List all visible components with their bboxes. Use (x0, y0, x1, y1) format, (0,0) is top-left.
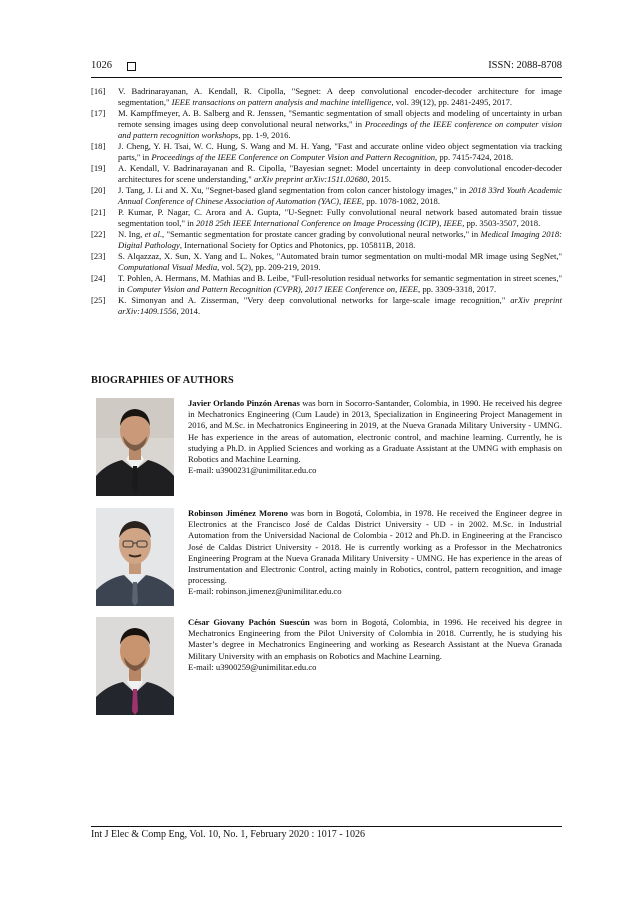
bio-text: César Giovany Pachón Suescún was born in Bogotá, Colombia, in 1996. He received his degree in Mechatronics Engineering from the Pilot University of Colombia in 2018. Currently, he is studying his Master’s degree in Mechatronics Engineering and working as Research Assistant at the Nueva Granada Military University with an emphasis on Robotics and Machine Learning. E-mail: u3900259@unimilitar.edu.co (188, 617, 562, 672)
reference-item: [22] N. Ing, et al., "Semantic segmentation for prostate cancer grading by convolutional neural networks," in Medical Imaging 2018: Digital Pathology, International Society for Optics and Photonics, pp. 105811B, 2018. (91, 229, 562, 250)
square-icon (127, 62, 136, 71)
author-email: E-mail: u3900231@unimilitar.edu.co (188, 465, 317, 476)
reference-item: [21] P. Kumar, P. Nagar, C. Arora and A. Gupta, "U-Segnet: Fully convolutional neural network based automated brain tissue segmentation tool," in 2018 25th IEEE International Conference on Image Processing (ICIP), IEEE, pp. 3503-3507, 2018. (91, 207, 562, 228)
reference-item: [20] J. Tang, J. Li and X. Xu, "Segnet-based gland segmentation from colon cancer histology images," in 2018 33rd Youth Academic Annual Conference of Chinese Association of Automation (YAC), IEEE, pp. 1078-1082, 2018. (91, 185, 562, 206)
reference-list (91, 86, 562, 317)
author-bio (91, 617, 562, 717)
section-heading: BIOGRAPHIES OF AUTHORS (91, 375, 234, 386)
page-header (91, 60, 562, 76)
page-number: 1026 (91, 60, 112, 71)
author-email: E-mail: u3900259@unimilitar.edu.co (188, 661, 317, 672)
page-footer: Int J Elec & Comp Eng, Vol. 10, No. 1, February 2020 : 1017 - 1026 (91, 829, 366, 840)
bio-text: Javier Orlando Pinzón Arenas was born in Socorro-Santander, Colombia, in 1990. He received his degree in Mechatronics Engineering (Cum Laude) in 2013, Specialization in Engineering Project Management in 2016, and M.Sc. in Mechatronics Engineering in 2019, at the Nueva Granada Military University - UMNG. He has experience in the areas of automation, electronic control, and machine learning. Currently, he is studying a Ph.D. in Applied Sciences and working as a Graduate Assistant at the UMNG with emphasis on Robotics and Machine Learning. E-mail: u3900231@unimilitar.edu.co (188, 398, 562, 476)
author-name: César Giovany Pachón Suescún (188, 617, 310, 627)
header-divider (91, 77, 562, 78)
reference-item: [23] S. Alqazzaz, X. Sun, X. Yang and L. Nokes, "Automated brain tumor segmentation on multi-modal MR image using SegNet," Computational Visual Media, vol. 5(2), pp. 209-219, 2019. (91, 251, 562, 272)
bio-text: Robinson Jiménez Moreno was born in Bogotá, Colombia, in 1978. He received the Engineer degree in Electronics at the Francisco José de Caldas District University - UD - in 2002. M.Sc. in Industrial Automation from the Universidad Nacional de Colombia - 2012 and Ph.D. in Engineering at the Francisco José de Caldas District University - 2018. He is currently working as a Professor in the Mechatronics Engineering Program at the Nueva Granada Military University - UMNG. He has experience in the areas of Instrumentation and Electronic Control, acting mainly in Robotics, control, pattern recognition, and image processing. E-mail: robinson.jimenez@unimilitar.edu.co (188, 508, 562, 597)
reference-item: [19] A. Kendall, V. Badrinarayanan and R. Cipolla, "Bayesian segnet: Model uncertainty in deep convolutional encoder-decoder architectures for scene understanding," arXiv preprint arXiv:1511.02680, 2015. (91, 163, 562, 184)
author-name: Javier Orlando Pinzón Arenas (188, 398, 300, 408)
author-bio (91, 398, 562, 498)
reference-item: [24] T. Pohlen, A. Hermans, M. Mathias and B. Leibe, "Full-resolution residual networks for semantic segmentation in street scenes," in Computer Vision and Pattern Recognition (CVPR), 2017 IEEE Conference on, IEEE, pp. 3309-3318, 2017. (91, 273, 562, 294)
author-name: Robinson Jiménez Moreno (188, 508, 288, 518)
author-photo (96, 508, 174, 606)
reference-item: [25] K. Simonyan and A. Zisserman, "Very deep convolutional networks for large-scale image recognition," arXiv preprint arXiv:1409.1556, 2014. (91, 295, 562, 316)
author-bio (91, 508, 562, 608)
author-photo (96, 398, 174, 496)
issn-label: ISSN: 2088-8708 (488, 60, 562, 71)
author-email: E-mail: robinson.jimenez@unimilitar.edu.co (188, 586, 342, 597)
reference-item: [17] M. Kampffmeyer, A. B. Salberg and R. Jenssen, "Semantic segmentation of small objects and modeling of uncertainty in urban remote sensing images using deep convolutional neural networks," in Proceedings of the IEEE conference on computer vision and pattern recognition workshops, pp. 1-9, 2016. (91, 108, 562, 140)
reference-item: [16] V. Badrinarayanan, A. Kendall, R. Cipolla, "Segnet: A deep convolutional encoder-decoder architecture for image segmentation," IEEE transactions on pattern analysis and machine intelligence, vol. 39(12), pp. 2481-2495, 2017. (91, 86, 562, 107)
footer-divider (91, 826, 562, 827)
author-photo (96, 617, 174, 715)
reference-item: [18] J. Cheng, Y. H. Tsai, W. C. Hung, S. Wang and M. H. Yang, "Fast and accurate online video object segmentation via tracking parts," in Proceedings of the IEEE Conference on Computer Vision and Pattern Recognition, pp. 7415-7424, 2018. (91, 141, 562, 162)
